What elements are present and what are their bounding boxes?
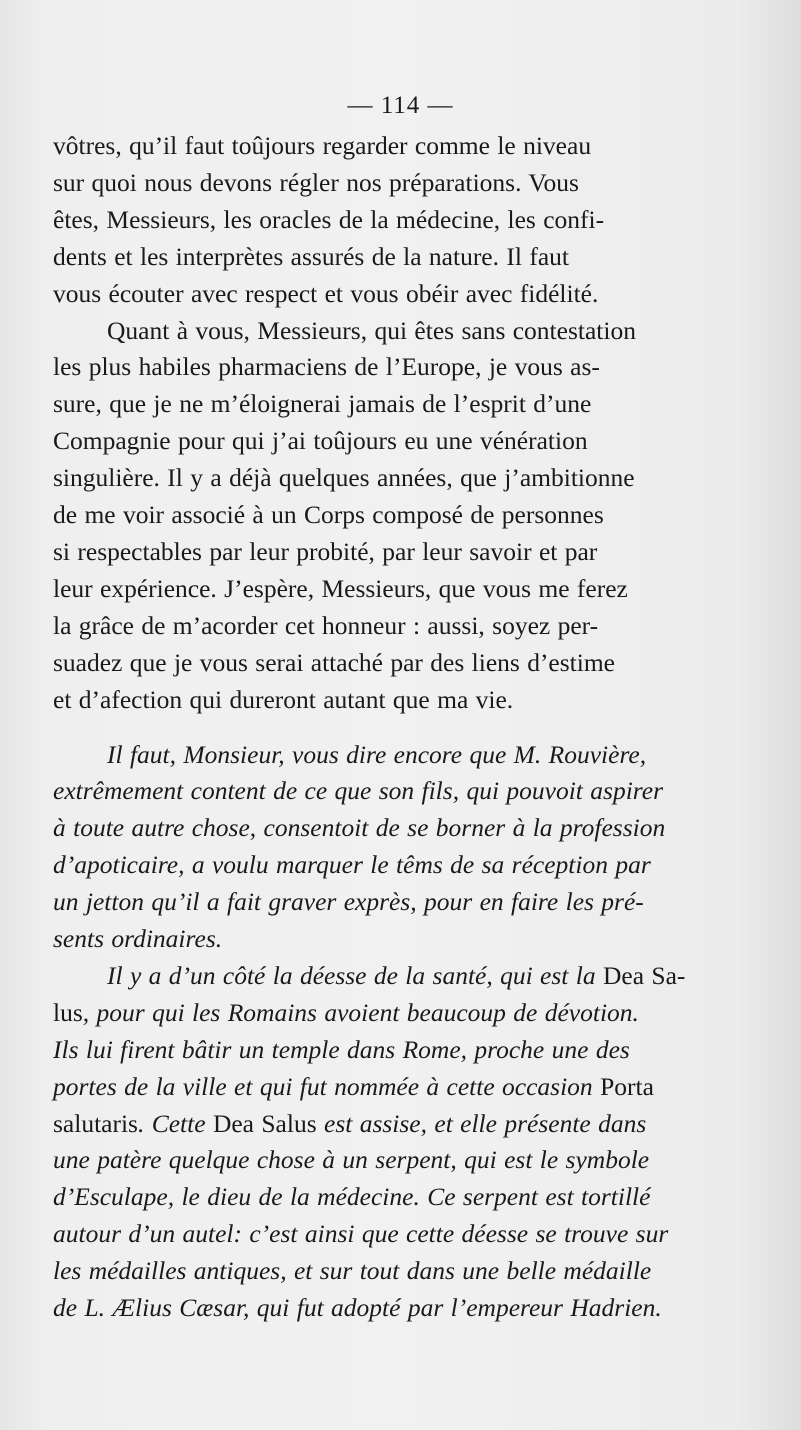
text-line <box>53 242 569 271</box>
text-line <box>53 611 598 640</box>
text-line <box>53 500 604 529</box>
roman-text: Quant à vous, Messieurs, qui êtes sans contestation <box>107 315 636 345</box>
text-line <box>107 740 646 769</box>
roman-text: sur quoi nous devons régler nos préparations. Vous <box>53 167 579 197</box>
italic-text: Il y a d’un côté la déesse de la santé, qui est la <box>107 960 603 990</box>
text-line <box>107 316 636 345</box>
roman-text: dents et les interprètes assurés de la nature. Il faut <box>53 241 569 271</box>
paragraph-1 <box>53 128 769 313</box>
paragraph-4 <box>53 958 769 1327</box>
italic-text: est assise, et elle présente dans <box>316 1108 647 1138</box>
text-line <box>107 961 685 990</box>
text-line <box>53 887 644 916</box>
roman-text: la grâce de m’acorder cet honneur : aussi, soyez per- <box>53 610 599 640</box>
text-line <box>53 1145 649 1174</box>
italic-text: Il faut, Monsieur, vous dire encore que M. Rouvière, <box>107 739 647 769</box>
roman-text: si respectables par leur probité, par leur savoir et par <box>53 536 598 566</box>
text-line <box>53 279 598 308</box>
roman-text: leur expérience. J’espère, Messieurs, que vous me ferez <box>53 573 628 603</box>
italic-text: d’apoticaire, a voulu marquer le têms de sa réception par <box>53 850 651 880</box>
text-line <box>53 168 579 197</box>
text-line <box>53 1256 651 1285</box>
body-text <box>53 128 769 1327</box>
roman-text: vous écouter avec respect et vous obéir avec fidélité. <box>53 278 599 308</box>
roman-text: êtes, Messieurs, les oracles de la médecine, les confi- <box>53 204 605 234</box>
text-line <box>53 1219 668 1248</box>
text-line <box>53 352 600 381</box>
text-line <box>53 426 588 455</box>
paragraph-2 <box>53 313 769 719</box>
roman-text: Porta <box>600 1071 654 1101</box>
roman-text: lus <box>53 997 83 1027</box>
italic-text: d’Esculape, le dieu de la médecine. Ce serpent est tortillé <box>53 1182 651 1212</box>
italic-text: une patère quelque chose à un serpent, qui est le symbole <box>53 1145 650 1175</box>
text-line <box>53 998 639 1027</box>
text-line <box>53 1035 630 1064</box>
italic-text: Ils lui firent bâtir un temple dans Rome, proche une des <box>53 1034 630 1064</box>
text-line <box>53 776 663 805</box>
roman-text: suadez que je vous serai attaché par des liens d’estime <box>53 647 615 677</box>
text-line <box>53 924 222 953</box>
italic-text: les médailles antiques, et sur tout dans une belle médaille <box>53 1256 652 1286</box>
italic-text: extrêmement content de ce que son fils, qui pouvoit aspirer <box>53 776 663 806</box>
roman-text: et d’afection qui dureront autant que ma vie. <box>53 684 514 714</box>
roman-text: sure, que je ne m’éloignerai jamais de l’esprit d’une <box>53 389 592 419</box>
text-line <box>53 648 615 677</box>
roman-text: singulière. Il y a déjà quelques années, que j’ambitionne <box>53 463 635 493</box>
italic-text: un jetton qu’il a fait graver exprès, pour en faire les pré- <box>53 887 644 917</box>
paragraph-gap <box>53 719 769 737</box>
roman-text: Dea Sa- <box>602 960 686 990</box>
roman-text: Compagnie pour qui j’ai toûjours eu une vénération <box>53 426 588 456</box>
text-line <box>53 1109 646 1138</box>
text-line <box>53 1182 650 1211</box>
roman-text: vôtres, qu’il faut toûjours regarder comme le niveau <box>53 131 592 160</box>
text-line <box>53 685 513 714</box>
italic-text: de L. Ælius Cæsar, qui fut adopté par l’empereur Hadrien. <box>53 1293 662 1323</box>
text-line <box>53 813 665 842</box>
text-line <box>53 1072 654 1101</box>
text-line <box>53 131 591 160</box>
italic-text: . Cette <box>137 1108 213 1138</box>
text-line <box>53 850 651 879</box>
text-line <box>53 389 591 418</box>
text-line <box>53 1293 662 1322</box>
text-line <box>53 574 628 603</box>
text-line <box>53 463 635 492</box>
text-line <box>53 537 597 566</box>
roman-text: salutaris <box>53 1108 138 1138</box>
page-number: — 114 — <box>347 92 454 119</box>
text-line <box>53 205 604 234</box>
italic-text: portes de la ville et qui fut nommée à cette occasion <box>53 1071 601 1101</box>
italic-text: à toute autre chose, consentoit de se borner à la profession <box>53 813 666 843</box>
roman-text: de me voir associé à un Corps composé de personnes <box>53 500 604 530</box>
italic-text: autour d’un autel: c’est ainsi que cette déesse se trouve sur <box>53 1219 669 1249</box>
italic-text: sents ordinaires. <box>53 924 223 954</box>
italic-text: , pour qui les Romains avoient beaucoup de dévotion. <box>82 997 639 1027</box>
roman-text: Dea Salus <box>212 1108 317 1138</box>
roman-text: les plus habiles pharmaciens de l’Europe, je vous as- <box>53 352 600 382</box>
paragraph-3 <box>53 737 769 958</box>
